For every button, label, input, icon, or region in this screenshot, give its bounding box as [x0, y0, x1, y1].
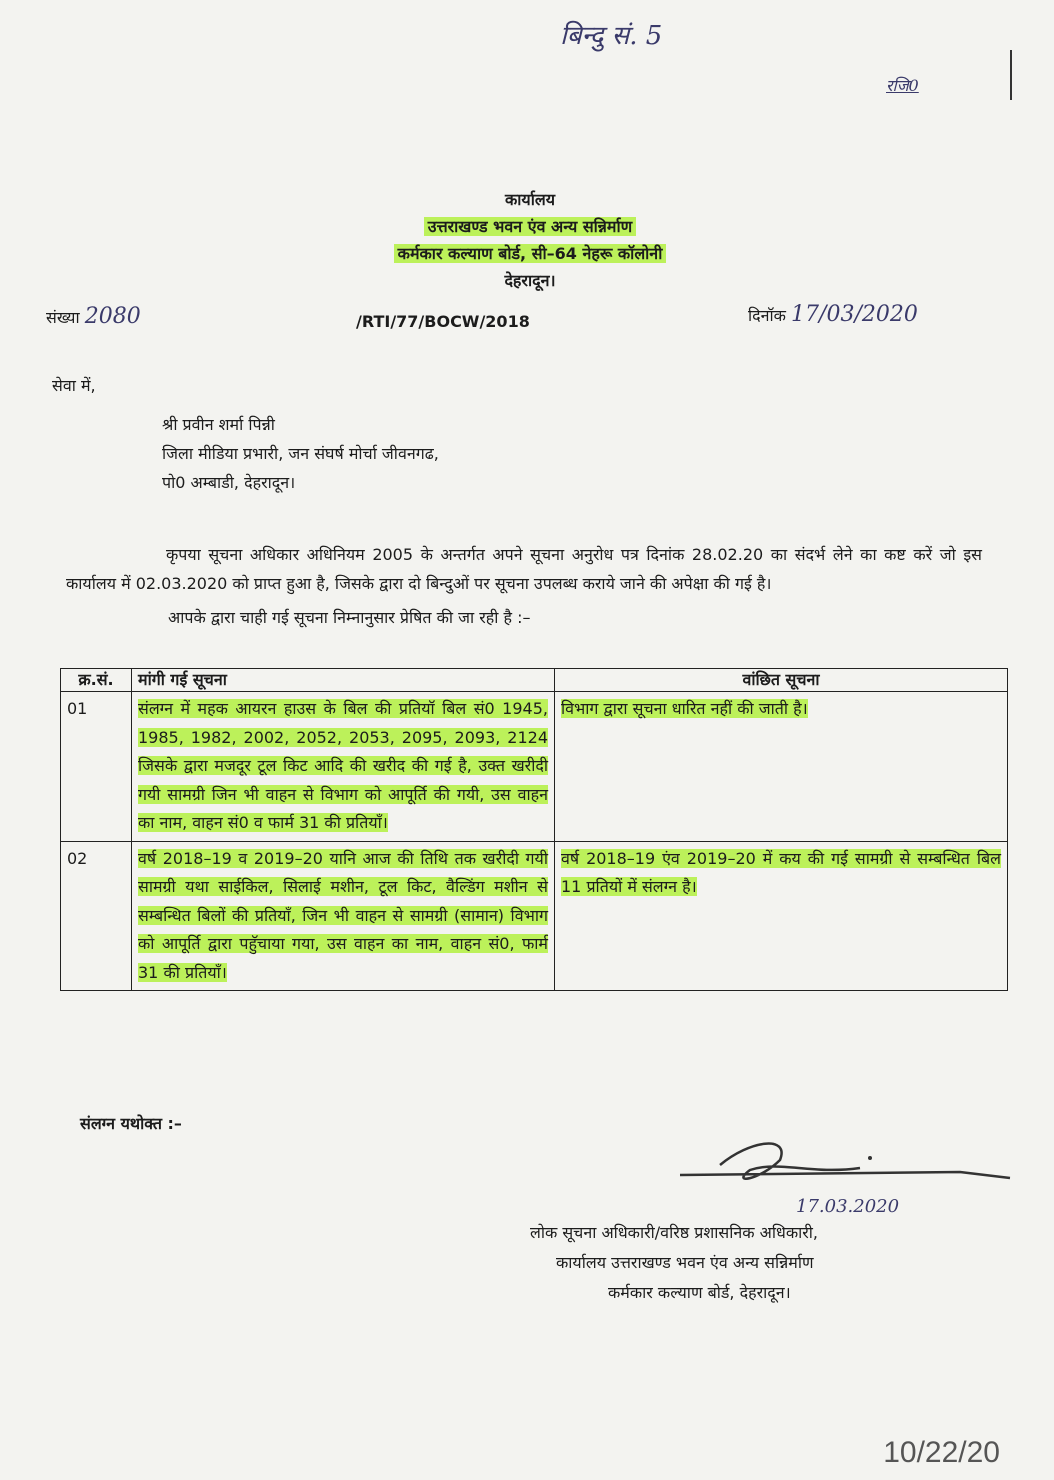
signature-date: 17.03.2020 [796, 1196, 900, 1217]
table-header-row [61, 669, 1008, 692]
enclosure-note: संलग्न यथोक्त :– [80, 1114, 182, 1133]
body-paragraph-1: कृपया सूचना अधिकार अधिनियम 2005 के अन्तर्गत अपने सूचना अनुरोध पत्र दिनांक 28.02.20 का संदर्भ लेने का कष्ट करें जो इस कार्यालय में 02.03.2020 को प्राप्त हुआ है, जिसके द्वारा दो बिन्दुओं पर सूचना उपलब्ध कराये जाने की अपेक्षा की गई है। [66, 545, 982, 593]
body-paragraph-2: आपके द्वारा चाही गई सूचना निम्नानुसार प्रेषित की जा रही है :– [168, 608, 531, 627]
reference-code: /RTI/77/BOCW/2018 [356, 312, 530, 331]
row-response: विभाग द्वारा सूचना धारित नहीं की जाती है। [561, 699, 808, 718]
office-header [300, 186, 760, 294]
header-response: वांछित सूचना [555, 669, 1008, 692]
signature-block: लोक सूचना अधिकारी/वरिष्ठ प्रशासनिक अधिकारी, कार्यालय उत्तराखण्ड भवन एंव अन्य सन्निर्माण कर्मकार कल्याण बोर्ड, देहरादून। [530, 1223, 819, 1302]
header-line2: उत्तराखण्ड भवन एंव अन्य सन्निर्माण [424, 217, 636, 236]
row-response: वर्ष 2018–19 एंव 2019–20 में कय की गई सामग्री से सम्बन्धित बिल 11 प्रतियों में संलग्न है। [561, 848, 1001, 896]
handwritten-point-note: बिन्दु सं. 5 [560, 21, 663, 51]
salutation: सेवा में, [52, 376, 96, 395]
letter-date: दिनॉक 17/03/2020 [748, 302, 918, 327]
addressee-block: श्री प्रवीन शर्मा पिन्नी जिला मीडिया प्रभारी, जन संघर्ष मोर्चा जीवनगढ, पो0 अम्बाडी, देहरादून। [162, 415, 439, 492]
information-table [60, 668, 1008, 991]
header-requested: मांगी गई सूचना [132, 669, 555, 692]
row-serial: 01 [61, 692, 132, 842]
margin-mark [1010, 50, 1012, 100]
header-line1: कार्यालय [505, 190, 555, 209]
row-requested: वर्ष 2018–19 व 2019–20 यानि आज की तिथि तक खरीदी गयी सामग्री यथा साईकिल, सिलाई मशीन, टूल किट, वैल्डिंग मशीन से सम्बन्धित बिलों की प्रतियॉं, जिन भी वाहन से सामग्री (सामान) विभाग को आपूर्ति द्वारा पहुॅचाया गया, उस वाहन का नाम, वाहन सं0, फार्म 31 की प्रतियॉं। [138, 848, 548, 982]
header-serial: क्र.सं. [61, 669, 132, 692]
header-line4: देहरादून। [504, 271, 556, 290]
table-row [61, 692, 1008, 842]
row-serial: 02 [61, 841, 132, 991]
reference-number: संख्या 2080 [46, 304, 141, 329]
photo-timestamp: 10/22/20 [883, 1436, 1000, 1469]
header-line3: कर्मकार कल्याण बोर्ड, सी–64 नेहरू कॉलोनी [394, 244, 667, 263]
table-row [61, 841, 1008, 991]
handwritten-register-note: रजि0 [886, 76, 919, 95]
row-requested: संलग्न में महक आयरन हाउस के बिल की प्रतियॉ बिल सं0 1945, 1985, 1982, 2002, 2052, 2053, 2095, 2093, 2124 जिसके द्वारा मजदूर टूल किट आदि की खरीद की गई है, उक्त खरीदी गयी सामग्री जिन भी वाहन से विभाग को आपूर्ति की गयी, उस वाहन का नाम, वाहन सं0 व फार्म 31 की प्रतियॉं। [138, 699, 548, 832]
